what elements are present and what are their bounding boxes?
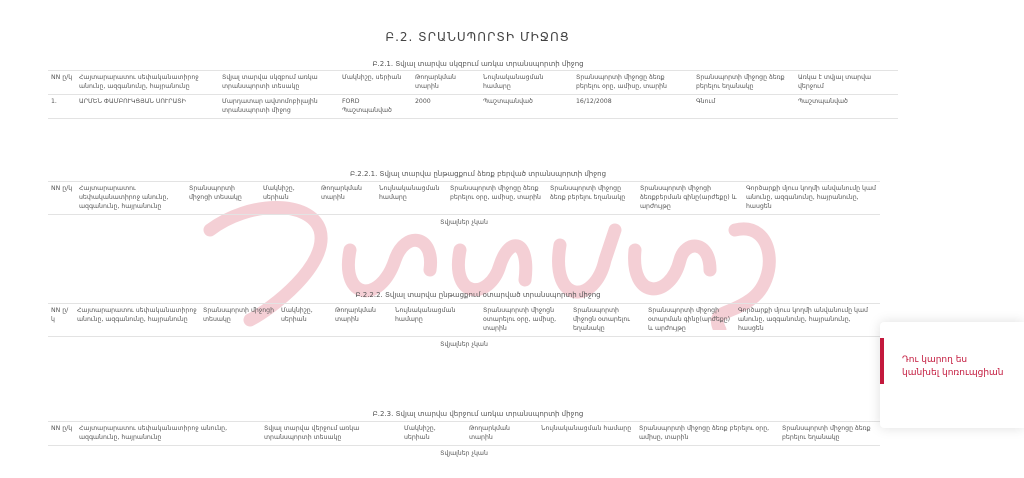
banner-text[interactable] xyxy=(902,354,1004,380)
empty-row xyxy=(48,336,880,351)
no-data-text: Տվյալներ չկան xyxy=(48,445,880,460)
column-header: Հայտարարատու սեփականատիրոջ անունը, ազգանունը, հայրանունը xyxy=(74,304,200,337)
table-row xyxy=(48,94,898,118)
column-header: NN ը/կ xyxy=(48,304,74,337)
column-header: Տրանսպորտի միջոցը ձեռք բերելու օրը, ամիսը, տարին xyxy=(636,422,779,446)
column-header: Գործարքի մյուս կողմի անվանումը կամ անունը, ազգանունը, հայրանունը, հասցեն xyxy=(735,304,880,337)
column-header: Մակնիշը, սերիան xyxy=(260,182,318,215)
column-header: Առկա է տվյալ տարվա վերջում xyxy=(795,71,898,95)
section-title: Բ.2.2.2. Տվյալ տարվա ընթացքում օտարված տրանսպորտի միջոց xyxy=(355,291,601,299)
table-cell: 1. xyxy=(48,94,76,118)
banner-line-1: Դու կարող ես xyxy=(902,355,968,365)
column-header: Տրանսպորտի միջոցը ձեռք բերելու եղանակը xyxy=(779,422,880,446)
alienated-vehicles-table xyxy=(48,303,880,352)
current-vehicles-table xyxy=(48,70,898,119)
page-title: Բ.2. ՏՐԱՆՍՊՈՐՏԻ ՄԻՋՈՑ xyxy=(385,30,570,44)
column-header: Մակնիշը, սերիան xyxy=(278,304,332,337)
table-cell: Գնում xyxy=(693,94,795,118)
column-header: Տրանսպորտի միջոցի օտարման գինը(արժեքը) և արժույթը xyxy=(645,304,735,337)
column-header: Նույնականացման համարը xyxy=(480,71,573,95)
section-title: Բ.2.3. Տվյալ տարվա վերջում առկա տրանսպորտի միջոց xyxy=(372,410,584,418)
column-header: Տրանսպորտի միջոցը ձեռք բերելու օրը, ամիսը, տարին xyxy=(573,71,693,95)
column-header: Թողարկման տարին xyxy=(412,71,480,95)
acquired-vehicles-table xyxy=(48,181,880,230)
column-header: Հայտարարատու սեփականատիրոջ անունը, ազգանունը, հայրանունը xyxy=(76,182,186,215)
column-header: Հայտարարատու սեփականատիրոջ անունը, ազգանունը, հայրանունը xyxy=(76,71,219,95)
no-data-text: Տվյալներ չկան xyxy=(48,336,880,351)
column-header: Գործարքի մյուս կողմի անվանումը կամ անունը, ազգանունը, հայրանունը, հասցեն xyxy=(743,182,880,215)
table-cell: FORD Պաշտպանված xyxy=(339,94,412,118)
column-header: Տվյալ տարվա վերջում առկա տրանսպորտի տեսակը xyxy=(261,422,401,446)
table-header-row xyxy=(48,422,880,446)
column-header: Տրանսպորտի միջոցը ձեռք բերելու եղանակը xyxy=(693,71,795,95)
banner-accent-bar xyxy=(880,338,884,384)
column-header: Տվյալ տարվա սկզբում առկա տրանսպորտի տեսակը xyxy=(219,71,339,95)
table-cell: 16/12/2008 xyxy=(573,94,693,118)
table-header-row xyxy=(48,182,880,215)
table-cell: Պաշտպանված xyxy=(795,94,898,118)
column-header: Նույնականացման համարը xyxy=(538,422,636,446)
column-header: Մակնիշը, սերիան xyxy=(401,422,466,446)
empty-row xyxy=(48,214,880,229)
column-header: NN ը/կ xyxy=(48,182,76,215)
section-title: Բ.2.1. Տվյալ տարվա սկզբում առկա տրանսպորտի միջոց xyxy=(372,60,584,68)
column-header: Տրանսպորտի միջոցը ձեռք բերելու օրը, ամիսը, տարին xyxy=(447,182,547,215)
column-header: Տրանսպորտի միջոցի ձեռքբերման գինը(արժեքը) և արժույթը xyxy=(637,182,743,215)
table-cell: Մարդատար ավտոմոբիլային տրանսպորտի միջոց xyxy=(219,94,339,118)
column-header: Տրանսպորտի միջոցն օտարելու եղանակը xyxy=(570,304,645,337)
column-header: Թողարկման տարին xyxy=(318,182,376,215)
section-title: Բ.2.2.1. Տվյալ տարվա ընթացքում ձեռք բերված տրանսպորտի միջոց xyxy=(349,170,607,178)
column-header: Նույնականացման համարը xyxy=(392,304,480,337)
empty-row xyxy=(48,445,880,460)
no-data-text: Տվյալներ չկան xyxy=(48,214,880,229)
column-header: Տրանսպորտի միջոցի տեսակը xyxy=(200,304,278,337)
column-header: Տրանսպորտի միջոցն օտարելու օրը, ամիսը, տարին xyxy=(480,304,570,337)
end-of-year-vehicles-table xyxy=(48,421,880,461)
table-cell: 2000 xyxy=(412,94,480,118)
column-header: NN ը/կ xyxy=(48,71,76,95)
anti-corruption-banner[interactable] xyxy=(880,322,1024,428)
table-cell: ԱՐՄԵՆ ՓԱՄԲՈՒԿՑՅԱՆ ՍՈՒՐԱՏԻ xyxy=(76,94,219,118)
column-header: Մակնիշը, սերիան xyxy=(339,71,412,95)
table-header-row xyxy=(48,71,898,95)
banner-line-2: կանխել կոռուպցիան xyxy=(902,368,1004,378)
column-header: NN ը/կ xyxy=(48,422,76,446)
column-header: Տրանսպորտի միջոցը ձեռք բերելու եղանակը xyxy=(547,182,637,215)
column-header: Թողարկման տարին xyxy=(466,422,538,446)
column-header: Հայտարարատու սեփականատիրոջ անունը, ազգանունը, հայրանունը xyxy=(76,422,261,446)
table-header-row xyxy=(48,304,880,337)
column-header: Թողարկման տարին xyxy=(332,304,392,337)
column-header: Տրանսպորտի միջոցի տեսակը xyxy=(186,182,260,215)
column-header: Նույնականացման համարը xyxy=(376,182,447,215)
table-cell: Պաշտպանված xyxy=(480,94,573,118)
